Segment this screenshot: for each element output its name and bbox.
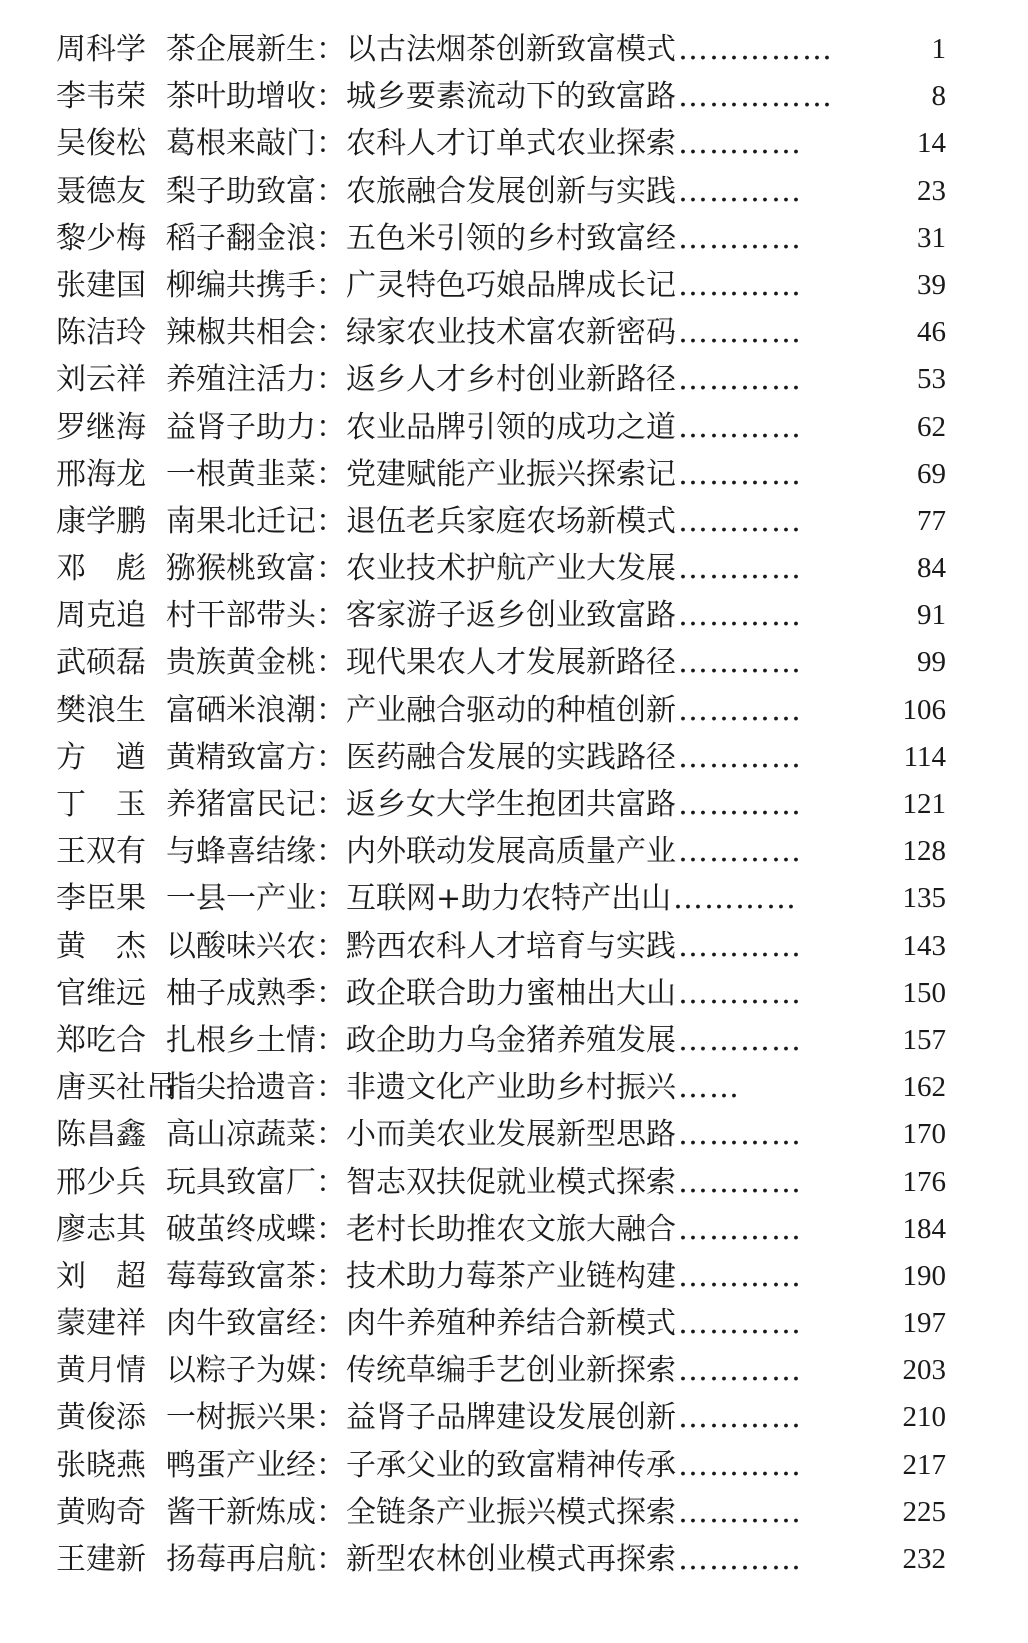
toc-title: 肉牛致富经：肉牛养殖种养结合新模式 (166, 1306, 676, 1342)
toc-entry[interactable] (0, 1394, 1028, 1441)
toc-title: 富硒米浪潮：产业融合驱动的种植创新 (166, 692, 676, 728)
toc-page-number: 46 (917, 316, 946, 349)
toc-title: 稻子翻金浪：五色米引领的乡村致富经 (166, 220, 676, 256)
toc-page-number: 203 (902, 1354, 946, 1387)
toc-leader-dots: ………… (678, 1400, 802, 1436)
toc-page-number: 170 (902, 1118, 946, 1151)
toc-author: 丁 玉 (56, 787, 146, 822)
toc-page-number: 157 (902, 1023, 946, 1056)
toc-leader-dots: ………… (678, 220, 802, 256)
toc-leader-dots: …………… (678, 79, 833, 115)
toc-title: 养殖注活力：返乡人才乡村创业新路径 (166, 362, 676, 398)
toc-entry[interactable] (0, 1442, 1028, 1489)
toc-author: 邓 彪 (56, 551, 146, 587)
toc-page-number: 8 (931, 80, 946, 113)
toc-entry[interactable] (0, 215, 1028, 262)
toc-page-number: 91 (917, 599, 946, 632)
toc-author: 刘 超 (56, 1258, 146, 1294)
toc-entry[interactable] (0, 262, 1028, 309)
toc-entry[interactable] (0, 923, 1028, 970)
toc-entry[interactable] (0, 639, 1028, 686)
toc-leader-dots: ………… (678, 1022, 802, 1058)
toc-author: 邢少兵 (56, 1164, 146, 1200)
toc-author: 黄月情 (56, 1353, 146, 1389)
toc-leader-dots: ………… (678, 1211, 802, 1247)
toc-author: 黄购奇 (56, 1494, 146, 1530)
toc-title: 益肾子助力：农业品牌引领的成功之道 (166, 409, 676, 445)
toc-page-number: 128 (902, 835, 946, 868)
toc-leader-dots: ………… (678, 692, 802, 728)
toc-page-number: 190 (902, 1259, 946, 1292)
toc-entry[interactable] (0, 26, 1028, 73)
toc-page-number: 143 (902, 929, 946, 962)
toc-leader-dots: ………… (678, 1258, 802, 1294)
toc-author: 罗继海 (56, 409, 146, 445)
toc-leader-dots: ………… (678, 645, 802, 681)
toc-author: 陈昌鑫 (56, 1117, 146, 1153)
table-of-contents (0, 26, 1028, 1583)
toc-author: 张建国 (56, 267, 146, 303)
toc-entry[interactable] (0, 309, 1028, 356)
toc-entry[interactable] (0, 451, 1028, 498)
toc-entry[interactable] (0, 1536, 1028, 1583)
toc-title: 一根黄韭菜：党建赋能产业振兴探索记 (166, 456, 676, 492)
toc-title: 村干部带头：客家游子返乡创业致富路 (166, 598, 676, 634)
toc-page-number: 225 (902, 1495, 946, 1528)
toc-author: 李韦荣 (56, 79, 146, 115)
toc-author: 官维远 (56, 975, 146, 1011)
toc-title: 南果北迁记：退伍老兵家庭农场新模式 (166, 503, 676, 539)
toc-title: 玩具致富厂：智志双扶促就业模式探索 (166, 1164, 676, 1200)
toc-page-number: 197 (902, 1307, 946, 1340)
toc-leader-dots: ………… (678, 551, 802, 587)
toc-entry[interactable] (0, 120, 1028, 167)
toc-page-number: 135 (902, 882, 946, 915)
toc-title: 以酸味兴农：黔西农科人才培育与实践 (166, 928, 676, 964)
toc-leader-dots: ………… (678, 1542, 802, 1577)
toc-title: 以粽子为媒：传统草编手艺创业新探索 (166, 1353, 676, 1389)
toc-leader-dots: ………… (678, 1447, 802, 1483)
toc-title: 一县一产业：互联网+助力农特产出山 (166, 881, 672, 917)
toc-author: 樊浪生 (56, 692, 146, 728)
toc-page-number: 184 (902, 1212, 946, 1245)
toc-author: 张晓燕 (56, 1447, 146, 1483)
toc-entry[interactable] (0, 498, 1028, 545)
toc-page-number: 69 (917, 457, 946, 490)
toc-page-number: 84 (917, 552, 946, 585)
toc-entry[interactable] (0, 592, 1028, 639)
toc-page-number: 31 (917, 221, 946, 254)
toc-leader-dots: ………… (678, 503, 802, 539)
toc-entry[interactable] (0, 168, 1028, 215)
toc-entry[interactable] (0, 970, 1028, 1017)
toc-leader-dots: ………… (678, 267, 802, 303)
toc-page-number: 217 (902, 1448, 946, 1481)
toc-entry[interactable] (0, 73, 1028, 120)
toc-page-number: 1 (931, 33, 946, 65)
toc-author: 黄 杰 (56, 928, 146, 964)
toc-author: 吴俊松 (56, 126, 146, 162)
toc-title: 猕猴桃致富：农业技术护航产业大发展 (166, 551, 676, 587)
toc-author: 王双有 (56, 834, 146, 870)
toc-title: 莓莓致富茶：技术助力莓茶产业链构建 (166, 1258, 676, 1294)
toc-leader-dots: ………… (678, 126, 802, 162)
toc-entry[interactable] (0, 1347, 1028, 1394)
toc-author: 唐买社吊 (56, 1070, 176, 1106)
toc-page-number: 232 (902, 1543, 946, 1575)
toc-page-number: 53 (917, 363, 946, 396)
toc-page-number: 121 (902, 788, 946, 820)
toc-title: 高山凉蔬菜：小而美农业发展新型思路 (166, 1117, 676, 1153)
toc-leader-dots: ………… (678, 456, 802, 492)
toc-author: 刘云祥 (56, 362, 146, 398)
toc-leader-dots: ………… (678, 409, 802, 445)
toc-leader-dots: ………… (678, 1494, 802, 1530)
toc-leader-dots: ………… (678, 1306, 802, 1342)
toc-author: 武硕磊 (56, 645, 146, 681)
toc-entry[interactable] (0, 1206, 1028, 1253)
toc-title: 葛根来敲门：农科人才订单式农业探索 (166, 126, 676, 162)
toc-page-number: 14 (917, 127, 946, 160)
toc-entry[interactable] (0, 545, 1028, 592)
toc-entry[interactable] (0, 1017, 1028, 1064)
toc-title: 辣椒共相会：绿家农业技术富农新密码 (166, 315, 676, 351)
toc-title: 扬莓再启航：新型农林创业模式再探索 (166, 1542, 676, 1577)
toc-page-number: 114 (903, 740, 946, 773)
toc-leader-dots: ………… (678, 928, 802, 964)
toc-title: 与蜂喜结缘：内外联动发展高质量产业 (166, 834, 676, 870)
toc-entry[interactable] (0, 687, 1028, 734)
toc-entry[interactable] (0, 356, 1028, 403)
toc-leader-dots: ………… (678, 362, 802, 398)
toc-title: 茶企展新生：以古法烟茶创新致富模式 (166, 32, 676, 67)
toc-page-number: 210 (902, 1401, 946, 1434)
toc-title: 破茧终成蝶：老村长助推农文旅大融合 (166, 1211, 676, 1247)
toc-page-number: 106 (902, 693, 946, 726)
toc-author: 聂德友 (56, 173, 146, 209)
toc-page-number: 99 (917, 646, 946, 679)
toc-leader-dots: …… (678, 1070, 740, 1106)
toc-author: 康学鹏 (56, 503, 146, 539)
toc-leader-dots: ………… (678, 315, 802, 351)
toc-leader-dots: ………… (678, 173, 802, 209)
toc-entry[interactable] (0, 1300, 1028, 1347)
toc-entry[interactable] (0, 734, 1028, 781)
toc-title: 一树振兴果：益肾子品牌建设发展创新 (166, 1400, 676, 1436)
toc-author: 周克追 (56, 598, 146, 634)
toc-leader-dots: …………… (678, 32, 833, 67)
toc-leader-dots: ………… (678, 787, 802, 822)
toc-page-number: 150 (902, 976, 946, 1009)
toc-leader-dots: ………… (673, 881, 797, 917)
toc-title: 指尖拾遗音：非遗文化产业助乡村振兴 (166, 1070, 676, 1106)
toc-leader-dots: ………… (678, 739, 802, 775)
toc-page-number: 176 (902, 1165, 946, 1198)
toc-entry[interactable] (0, 404, 1028, 451)
toc-title: 养猪富民记：返乡女大学生抱团共富路 (166, 787, 676, 822)
toc-leader-dots: ………… (678, 598, 802, 634)
toc-title: 黄精致富方：医药融合发展的实践路径 (166, 739, 676, 775)
toc-title: 扎根乡土情：政企助力乌金猪养殖发展 (166, 1022, 676, 1058)
toc-entry[interactable] (0, 1064, 1028, 1111)
toc-author: 邢海龙 (56, 456, 146, 492)
toc-author: 蒙建祥 (56, 1306, 146, 1342)
toc-page-number: 23 (917, 174, 946, 207)
toc-title: 柳编共携手：广灵特色巧娘品牌成长记 (166, 267, 676, 303)
toc-page-number: 162 (902, 1071, 946, 1104)
toc-title: 柚子成熟季：政企联合助力蜜柚出大山 (166, 975, 676, 1011)
toc-entry[interactable] (0, 875, 1028, 922)
toc-author: 王建新 (56, 1542, 146, 1577)
toc-leader-dots: ………… (678, 1164, 802, 1200)
toc-author: 廖志其 (56, 1211, 146, 1247)
toc-entry[interactable] (0, 1159, 1028, 1206)
toc-entry[interactable] (0, 1253, 1028, 1300)
toc-entry[interactable] (0, 1111, 1028, 1158)
toc-title: 酱干新炼成：全链条产业振兴模式探索 (166, 1494, 676, 1530)
toc-author: 周科学 (56, 32, 146, 67)
toc-title: 茶叶助增收：城乡要素流动下的致富路 (166, 79, 676, 115)
toc-title: 贵族黄金桃：现代果农人才发展新路径 (166, 645, 676, 681)
toc-author: 方 遒 (56, 739, 146, 775)
toc-page-number: 77 (917, 504, 946, 537)
toc-entry[interactable] (0, 1489, 1028, 1536)
toc-author: 郑吃合 (56, 1022, 146, 1058)
toc-title: 梨子助致富：农旅融合发展创新与实践 (166, 173, 676, 209)
toc-title: 鸭蛋产业经：子承父业的致富精神传承 (166, 1447, 676, 1483)
toc-page-number: 62 (917, 410, 946, 443)
toc-page-number: 39 (917, 268, 946, 301)
toc-entry[interactable] (0, 828, 1028, 875)
toc-author: 李臣果 (56, 881, 146, 917)
toc-leader-dots: ………… (678, 1117, 802, 1153)
toc-author: 黄俊添 (56, 1400, 146, 1436)
toc-entry[interactable] (0, 781, 1028, 828)
toc-leader-dots: ………… (678, 975, 802, 1011)
toc-author: 黎少梅 (56, 220, 146, 256)
toc-leader-dots: ………… (678, 1353, 802, 1389)
toc-author: 陈洁玲 (56, 315, 146, 351)
toc-leader-dots: ………… (678, 834, 802, 870)
